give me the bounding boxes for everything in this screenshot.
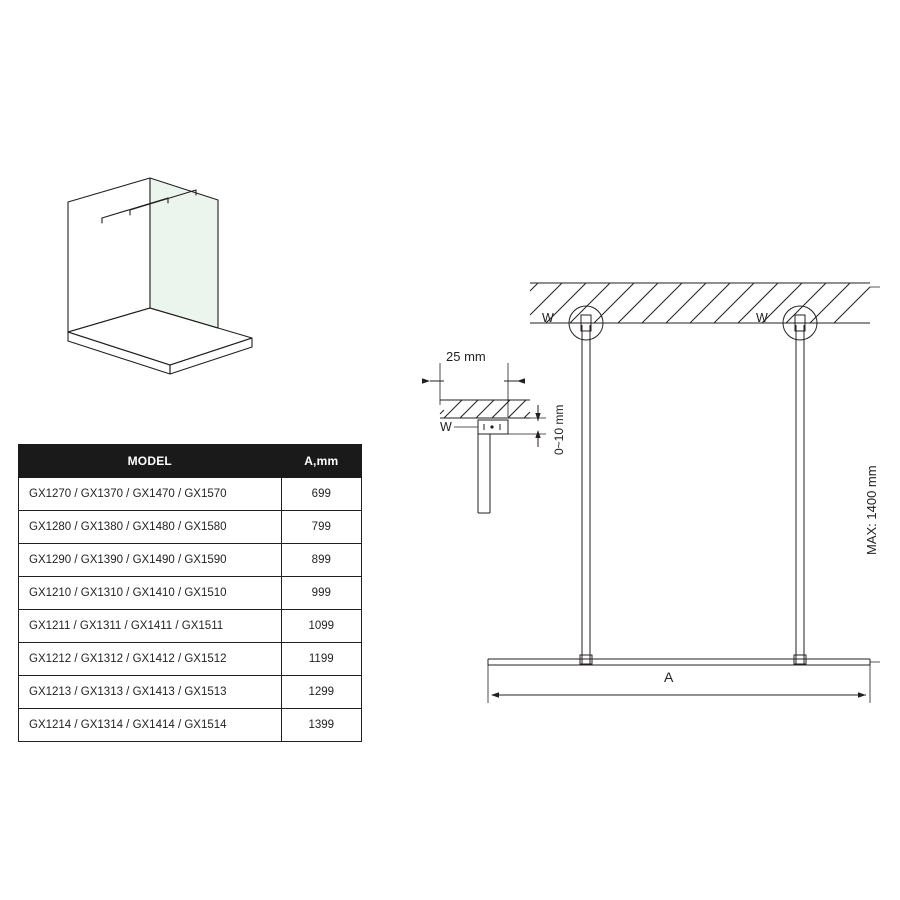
table-row [19, 610, 362, 643]
table-row [19, 676, 362, 709]
detail-post [478, 434, 490, 513]
table-row [19, 478, 362, 511]
cell-a: 899 [281, 544, 361, 577]
shower-tray-edge-front [68, 332, 170, 374]
detail-dim-gap [508, 405, 546, 447]
cell-model: GX1213 / GX1313 / GX1413 / GX1513 [19, 676, 282, 709]
technical-drawings [400, 255, 880, 735]
detail-offset-label: 25 mm [446, 349, 486, 364]
detail-dim-25mm [430, 363, 518, 417]
elevation-wall-label-right: W [756, 311, 768, 325]
height-dimension-label: MAX: 1400 mm [864, 465, 879, 555]
back-wall [68, 178, 150, 332]
width-dimension-a [488, 665, 870, 703]
detail-wall-hatch [440, 400, 530, 418]
model-dimension-table [18, 444, 362, 742]
shower-tray-edge [170, 338, 252, 374]
cell-a: 1399 [281, 709, 361, 742]
cell-a: 1099 [281, 610, 361, 643]
isometric-product-view [40, 160, 280, 390]
cell-a: 1299 [281, 676, 361, 709]
table-row [19, 643, 362, 676]
table-row [19, 709, 362, 742]
table-head [19, 445, 362, 478]
cell-model: GX1270 / GX1370 / GX1470 / GX1570 [19, 478, 282, 511]
cell-a: 1199 [281, 643, 361, 676]
table-header-a: A,mm [281, 445, 361, 478]
detail-bracket [478, 420, 508, 434]
table-row [19, 544, 362, 577]
cell-a: 799 [281, 511, 361, 544]
cell-model: GX1210 / GX1310 / GX1410 / GX1510 [19, 577, 282, 610]
cell-model: GX1211 / GX1311 / GX1411 / GX1511 [19, 610, 282, 643]
detail-wall-label: W [440, 420, 452, 434]
support-pole-right [796, 325, 804, 665]
support-pole-left [582, 325, 590, 665]
glass-panel-edge [488, 659, 870, 665]
width-dimension-label: A [664, 669, 674, 685]
cell-a: 999 [281, 577, 361, 610]
cell-a: 699 [281, 478, 361, 511]
table-body [19, 478, 362, 742]
table-row [19, 511, 362, 544]
cell-model: GX1212 / GX1312 / GX1412 / GX1512 [19, 643, 282, 676]
table-header-row [19, 445, 362, 478]
detail-gap-label: 0~10 mm [552, 404, 566, 455]
table-row [19, 577, 362, 610]
cell-model: GX1280 / GX1380 / GX1480 / GX1580 [19, 511, 282, 544]
elevation-wall-label-left: W [542, 311, 554, 325]
cell-model: GX1214 / GX1314 / GX1414 / GX1514 [19, 709, 282, 742]
table-header-model: MODEL [19, 445, 282, 478]
cell-model: GX1290 / GX1390 / GX1490 / GX1590 [19, 544, 282, 577]
